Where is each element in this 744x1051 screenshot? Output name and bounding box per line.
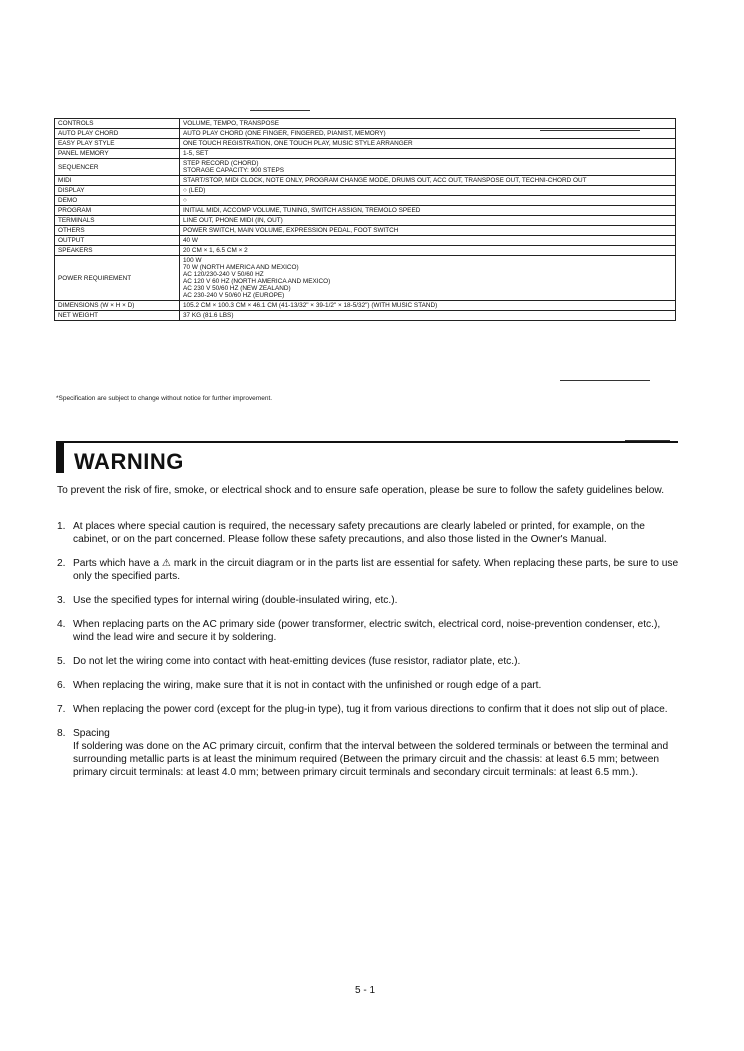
- specifications-table: [54, 118, 676, 321]
- spec-value: [180, 176, 676, 186]
- spec-value-line: STORAGE CAPACITY: 900 STEPS: [183, 167, 284, 174]
- scan-artifact: [540, 158, 620, 159]
- spec-value-line: AC 120/230-240 V 50/60 HZ: [183, 271, 264, 278]
- spec-label: DEMO: [55, 196, 180, 206]
- spec-value-line: 40 W: [183, 237, 198, 244]
- spec-label: PROGRAM: [55, 206, 180, 216]
- spec-row: [55, 206, 676, 216]
- guideline-text: When replacing the wiring, make sure that it is not in contact with the unfinished or rough edge of a part.: [73, 680, 542, 691]
- spec-value-line: VOLUME, TEMPO, TRANSPOSE: [183, 120, 279, 127]
- warning-intro: To prevent the risk of fire, smoke, or electrical shock and to ensure safe operation, please be sure to follow the safety guidelines below.: [57, 485, 665, 496]
- guideline-item: [57, 618, 679, 644]
- spec-label: OTHERS: [55, 226, 180, 236]
- page-number: 5 - 1: [355, 985, 376, 996]
- guideline-item: [57, 557, 679, 583]
- spec-value-line: AC 120 V 60 HZ (NORTH AMERICA AND MEXICO): [183, 278, 331, 285]
- guideline-item: [57, 594, 679, 607]
- spec-value-line: POWER SWITCH, MAIN VOLUME, EXPRESSION PEDAL, FOOT SWITCH: [183, 227, 399, 234]
- spec-value-line: STEP RECORD (CHORD): [183, 160, 259, 167]
- spec-row: [55, 236, 676, 246]
- spec-value: [180, 139, 676, 149]
- spec-value-line: INITIAL MIDI, ACCOMP VOLUME, TUNING, SWITCH ASSIGN, TREMOLO SPEED: [183, 207, 421, 214]
- spec-label: MIDI: [55, 176, 180, 186]
- spec-value-line: 105.2 CM × 100.3 CM × 46.1 CM (41-13/32" × 39-1/2" × 18-5/32") (WITH MUSIC STAND): [183, 302, 438, 309]
- spec-row: [55, 216, 676, 226]
- guideline-number: 3.: [57, 595, 66, 606]
- spec-value: [180, 236, 676, 246]
- spec-row: [55, 176, 676, 186]
- spec-label: SPEAKERS: [55, 246, 180, 256]
- warning-title: WARNING: [74, 449, 184, 474]
- warning-header: [56, 441, 678, 475]
- scan-artifact: [560, 380, 650, 381]
- spec-value-line: ○: [183, 197, 187, 204]
- guideline-item: [57, 703, 679, 716]
- spec-label: CONTROLS: [55, 119, 180, 129]
- spec-row: [55, 311, 676, 321]
- spec-row: [55, 301, 676, 311]
- spec-row: [55, 119, 676, 129]
- warning-bar: [56, 443, 64, 473]
- spec-row: [55, 139, 676, 149]
- spec-value-line: 100 W: [183, 257, 202, 264]
- spec-row: [55, 186, 676, 196]
- spec-value-line: 20 CM × 1, 6.5 CM × 2: [183, 247, 248, 254]
- guideline-text: Parts which have a ⚠ mark in the circuit diagram or in the parts list are essential for safety. When replacing these parts, be sure to use only the specified parts.: [73, 558, 679, 582]
- spec-value: [180, 216, 676, 226]
- spec-value: [180, 149, 676, 159]
- spec-label: PANEL MEMORY: [55, 149, 180, 159]
- safety-guidelines-list: [57, 520, 679, 790]
- spec-label: EASY PLAY STYLE: [55, 139, 180, 149]
- guideline-number: 8.: [57, 728, 66, 739]
- guideline-number: 4.: [57, 619, 66, 630]
- spec-value-line: START/STOP, MIDI CLOCK, NOTE ONLY, PROGRAM CHANGE MODE, DRUMS OUT, ACC OUT, TRANSPOSE OUT, TECHNI-CHORD OUT: [183, 177, 587, 184]
- spec-row: [55, 196, 676, 206]
- spec-value: [180, 256, 676, 301]
- spec-label: NET WEIGHT: [55, 311, 180, 321]
- spec-label: SEQUENCER: [55, 159, 180, 176]
- spec-value: [180, 186, 676, 196]
- guideline-item: [57, 520, 679, 546]
- spec-value: [180, 119, 676, 129]
- spec-value-line: LINE OUT, PHONE MIDI (IN, OUT): [183, 217, 283, 224]
- spec-value: [180, 246, 676, 256]
- spec-value: [180, 301, 676, 311]
- scan-artifact: [540, 130, 640, 131]
- spec-label: TERMINALS: [55, 216, 180, 226]
- guideline-item: [57, 679, 679, 692]
- spec-value-line: 37 KG (81.6 LBS): [183, 312, 234, 319]
- guideline-text: When replacing the power cord (except for the plug-in type), tug it from various directions to confirm that it does not slip out of place.: [73, 704, 668, 715]
- spec-value-line: AUTO PLAY CHORD (ONE FINGER, FINGERED, PIANIST, MEMORY): [183, 130, 386, 137]
- spec-row: [55, 226, 676, 236]
- spec-value: [180, 159, 676, 176]
- spec-value-line: 1-5, SET: [183, 150, 209, 157]
- spec-value-line: ONE TOUCH REGISTRATION, ONE TOUCH PLAY, MUSIC STYLE ARRANGER: [183, 140, 413, 147]
- spec-value-line: AC 230-240 V 50/60 HZ (EUROPE): [183, 292, 285, 299]
- spec-label: DIMENSIONS (W × H × D): [55, 301, 180, 311]
- scan-artifact: [250, 110, 310, 111]
- spec-value: [180, 311, 676, 321]
- spec-value-line: AC 230 V 50/60 HZ (NEW ZEALAND): [183, 285, 291, 292]
- guideline-text: Use the specified types for internal wiring (double-insulated wiring, etc.).: [73, 595, 398, 606]
- spec-label: POWER REQUIREMENT: [55, 256, 180, 301]
- guideline-text: When replacing parts on the AC primary side (power transformer, electric switch, electrical cord, noise-prevention condenser, etc.), wind the lead wire and secure it by soldering.: [73, 619, 661, 643]
- spec-label: AUTO PLAY CHORD: [55, 129, 180, 139]
- guideline-text: If soldering was done on the AC primary circuit, confirm that the interval between the soldered terminals or between the terminal and surrounding metallic parts is at least the minimum required (Between the primary circuit and the chassis: at least 6.5 mm; between primary circuit terminals: at least 4.0 mm; between primary circuit terminals and secondary circuit terminals: at least 6.5 mm.).: [73, 741, 669, 778]
- spec-value: [180, 206, 676, 216]
- guideline-number: 5.: [57, 656, 66, 667]
- guideline-number: 1.: [57, 521, 66, 532]
- spec-label: DISPLAY: [55, 186, 180, 196]
- guideline-number: 2.: [57, 558, 66, 569]
- spec-value-line: 70 W (NORTH AMERICA AND MEXICO): [183, 264, 299, 271]
- spec-row: [55, 159, 676, 176]
- spec-value: [180, 226, 676, 236]
- spec-label: OUTPUT: [55, 236, 180, 246]
- guideline-heading: Spacing: [73, 728, 110, 739]
- guideline-text: At places where special caution is required, the necessary safety precautions are clearly labeled or printed, for example, on the cabinet, or on the part concerned. Please follow these safety precautions, and also those listed in the Owner's Manual.: [73, 521, 645, 545]
- spec-row: [55, 256, 676, 301]
- spec-value-line: ○ (LED): [183, 187, 206, 194]
- guideline-item: [57, 727, 679, 779]
- guideline-item: [57, 655, 679, 668]
- guideline-text: Do not let the wiring come into contact with heat-emitting devices (fuse resistor, radiator plate, etc.).: [73, 656, 521, 667]
- guideline-number: 6.: [57, 680, 66, 691]
- spec-row: [55, 246, 676, 256]
- spec-value: [180, 196, 676, 206]
- guideline-number: 7.: [57, 704, 66, 715]
- spec-row: [55, 149, 676, 159]
- spec-footnote: *Specification are subject to change without notice for further improvement.: [56, 395, 273, 402]
- scan-artifact: [625, 440, 670, 441]
